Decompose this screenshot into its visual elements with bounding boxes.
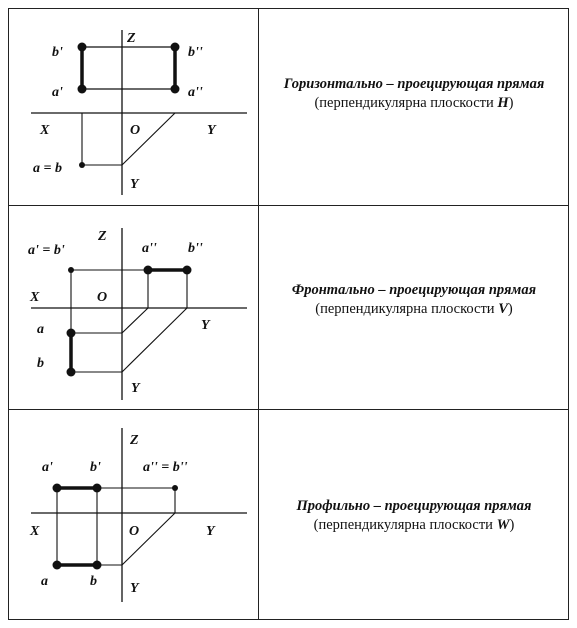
diagram-profile-projecting [31, 428, 247, 602]
point-b [93, 561, 102, 570]
point-a1 [78, 85, 87, 94]
point-a1 [53, 484, 62, 493]
label-z: Z [130, 433, 139, 448]
label-b2: b'' [188, 45, 203, 60]
point-ab1 [68, 267, 74, 273]
label-a: a [41, 574, 48, 589]
row-2-subtitle: (перпендикулярна плоскости V) [315, 301, 513, 317]
point-b2 [183, 266, 192, 275]
row-3-subtitle: (перпендикулярна плоскости W) [313, 517, 515, 533]
point-a2 [171, 85, 180, 94]
label-z: Z [127, 31, 136, 46]
label-y-vertical: Y [130, 177, 139, 192]
point-a [53, 561, 62, 570]
row-2-title: Фронтально – проецирующая прямая [291, 282, 537, 298]
label-a1: a' [42, 460, 53, 475]
row-3-title: Профильно – проецирующая прямая [296, 498, 532, 514]
label-b: b [90, 574, 97, 589]
label-b: b [37, 356, 44, 371]
label-ab1: a' = b' [28, 243, 65, 258]
point-a2 [144, 266, 153, 275]
label-y-horizontal: Y [201, 318, 210, 333]
label-ab2: a'' = b'' [143, 460, 188, 475]
label-z: Z [98, 229, 107, 244]
label-y-vertical: Y [131, 381, 140, 396]
point-ab [79, 162, 85, 168]
row-1-title: Горизонтально – проецирующая прямая [283, 76, 545, 92]
label-ab: a = b [33, 161, 62, 176]
label-x: X [30, 524, 40, 539]
label-a2: a'' [142, 241, 157, 256]
point-b1 [93, 484, 102, 493]
point-b1 [78, 43, 87, 52]
label-a: a [37, 322, 44, 337]
label-o: O [129, 524, 140, 539]
label-a2: a'' [188, 85, 203, 100]
label-y-vertical: Y [130, 581, 139, 596]
label-b2: b'' [188, 241, 203, 256]
point-ab2 [172, 485, 178, 491]
point-b [67, 368, 76, 377]
point-b2 [171, 43, 180, 52]
label-o: O [130, 123, 141, 138]
label-x: X [40, 123, 50, 138]
label-x: X [30, 290, 40, 305]
label-o: O [97, 290, 108, 305]
label-b1: b' [52, 45, 63, 60]
label-b1: b' [90, 460, 101, 475]
label-y-horizontal: Y [207, 123, 216, 138]
label-y-horizontal: Y [206, 524, 215, 539]
diagram-horizontal-projecting [31, 30, 247, 195]
label-a1: a' [52, 85, 63, 100]
row-1-subtitle: (перпендикулярна плоскости H) [314, 95, 514, 111]
point-a [67, 329, 76, 338]
